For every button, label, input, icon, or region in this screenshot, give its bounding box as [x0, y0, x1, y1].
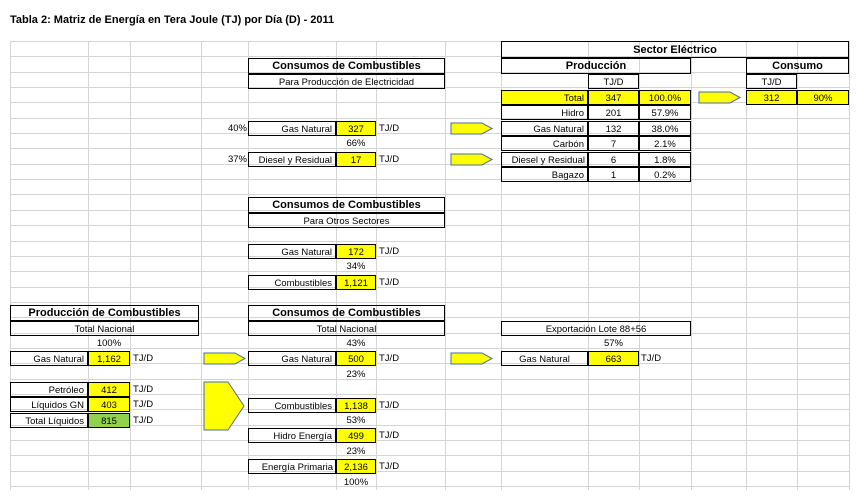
sector-row-carbon-value: 7: [588, 136, 639, 151]
cons-nac-pct-23a: 23%: [346, 369, 366, 380]
sector-row-hidro-pct: 57.9%: [639, 105, 691, 120]
sector-row-diesel-value: 6: [588, 152, 639, 167]
arrow-right-icon: [450, 120, 494, 137]
sector-row-bagazo-value: 1: [588, 167, 639, 182]
sector-row-bagazo-label: Bagazo: [501, 167, 588, 182]
export-gas-label: Gas Natural: [501, 351, 588, 366]
otros-comb-unit: TJ/D: [379, 277, 400, 288]
cons-nac-hidro-unit: TJ/D: [379, 430, 400, 441]
otros-comb-value: 1,121: [336, 275, 376, 290]
consumo-pct: 90%: [797, 90, 849, 105]
sector-row-diesel-label: Diesel y Residual: [501, 152, 588, 167]
prod-comb-petroleo-label: Petróleo: [10, 382, 88, 397]
prod-comb-header: Producción de Combustibles: [10, 305, 199, 321]
consumo-header: Consumo: [746, 58, 849, 74]
cons-elec-diesel-pct: 37%: [227, 154, 247, 165]
export-gas-unit: TJ/D: [641, 353, 662, 364]
sector-row-hidro-label: Hidro: [501, 105, 588, 120]
produccion-header: Producción: [501, 58, 691, 74]
prod-comb-petroleo-value: 412: [88, 382, 130, 397]
cons-nac-gas-unit: TJ/D: [379, 353, 400, 364]
sector-row-total-label: Total: [501, 90, 588, 105]
otros-header: Consumos de Combustibles: [248, 197, 445, 213]
sector-header: Sector Eléctrico: [501, 41, 849, 58]
arrow-right-icon: [203, 350, 247, 367]
sector-row-gas-value: 132: [588, 121, 639, 136]
cons-nac-header: Consumos de Combustibles: [248, 305, 445, 321]
cons-nac-pct-100: 100%: [343, 477, 369, 488]
cons-nac-comb-label: Combustibles: [248, 398, 336, 413]
cons-nac-hidro-value: 499: [336, 428, 376, 443]
cons-nac-gas-label: Gas Natural: [248, 351, 336, 366]
otros-subheader: Para Otros Sectores: [248, 213, 445, 228]
cons-elec-gas-value: 327: [336, 121, 376, 136]
cons-nac-primaria-value: 2,136: [336, 459, 376, 474]
cons-elec-subheader: Para Producción de Electricidad: [248, 74, 445, 89]
prod-comb-total-label: Total Líquidos: [10, 413, 88, 428]
cons-nac-comb-unit: TJ/D: [379, 400, 400, 411]
consumo-value: 312: [746, 90, 797, 105]
cons-elec-diesel-unit: TJ/D: [379, 154, 400, 165]
export-subheader: Exportación Lote 88+56: [501, 321, 691, 336]
arrow-right-icon: [450, 151, 494, 168]
cons-elec-gas-label: Gas Natural: [248, 121, 336, 136]
arrow-right-icon: [450, 350, 494, 367]
otros-comb-label: Combustibles: [248, 275, 336, 290]
prod-comb-gas-value: 1,162: [88, 351, 130, 366]
export-gas-value: 663: [588, 351, 639, 366]
sector-row-carbon-label: Carbón: [501, 136, 588, 151]
cons-elec-header: Consumos de Combustibles: [248, 58, 445, 74]
cons-nac-pct-53: 53%: [346, 415, 366, 426]
cons-nac-comb-value: 1,138: [336, 398, 376, 413]
export-pct: 57%: [603, 338, 623, 349]
sector-row-gas-label: Gas Natural: [501, 121, 588, 136]
cons-elec-diesel-label: Diesel y Residual: [248, 152, 336, 167]
cons-elec-gas-pct: 40%: [227, 123, 247, 134]
page-title: Tabla 2: Matriz de Energía en Tera Joule (TJ) por Día (D) - 2011: [10, 14, 335, 26]
otros-gas-value: 172: [336, 244, 376, 259]
prod-comb-petroleo-unit: TJ/D: [133, 384, 154, 395]
cons-nac-pct-43: 43%: [346, 338, 366, 349]
sector-row-diesel-pct: 1.8%: [639, 152, 691, 167]
otros-pct: 34%: [346, 261, 366, 272]
cons-elec-gas-unit: TJ/D: [379, 123, 400, 134]
sector-row-total-pct: 100.0%: [639, 90, 691, 105]
prod-comb-total-value: 815: [88, 413, 130, 428]
arrow-right-icon: [698, 89, 742, 106]
produccion-unit-header: TJ/D: [588, 74, 639, 89]
sector-row-bagazo-pct: 0.2%: [639, 167, 691, 182]
otros-gas-label: Gas Natural: [248, 244, 336, 259]
consumo-unit-header: TJ/D: [746, 74, 797, 89]
cons-nac-gas-value: 500: [336, 351, 376, 366]
prod-comb-gas-unit: TJ/D: [133, 353, 154, 364]
prod-comb-pct: 100%: [96, 338, 122, 349]
sector-row-hidro-value: 201: [588, 105, 639, 120]
prod-comb-liquidos-unit: TJ/D: [133, 399, 154, 410]
large-arrow-right-icon: [202, 380, 246, 432]
sector-row-gas-pct: 38.0%: [639, 121, 691, 136]
cons-nac-primaria-label: Energía Primaria: [248, 459, 336, 474]
prod-comb-liquidos-label: Líquidos GN: [10, 397, 88, 412]
cons-nac-primaria-unit: TJ/D: [379, 461, 400, 472]
sector-row-carbon-pct: 2.1%: [639, 136, 691, 151]
sector-row-total-value: 347: [588, 90, 639, 105]
prod-comb-liquidos-value: 403: [88, 397, 130, 412]
otros-gas-unit: TJ/D: [379, 246, 400, 257]
cons-elec-diesel-value: 17: [336, 152, 376, 167]
prod-comb-total-unit: TJ/D: [133, 415, 154, 426]
cons-nac-hidro-label: Hidro Energía: [248, 428, 336, 443]
prod-comb-subheader: Total Nacional: [10, 321, 199, 336]
prod-comb-gas-label: Gas Natural: [10, 351, 88, 366]
cons-nac-pct-23b: 23%: [346, 446, 366, 457]
cons-nac-subheader: Total Nacional: [248, 321, 445, 336]
cons-elec-pct-66: 66%: [346, 138, 366, 149]
